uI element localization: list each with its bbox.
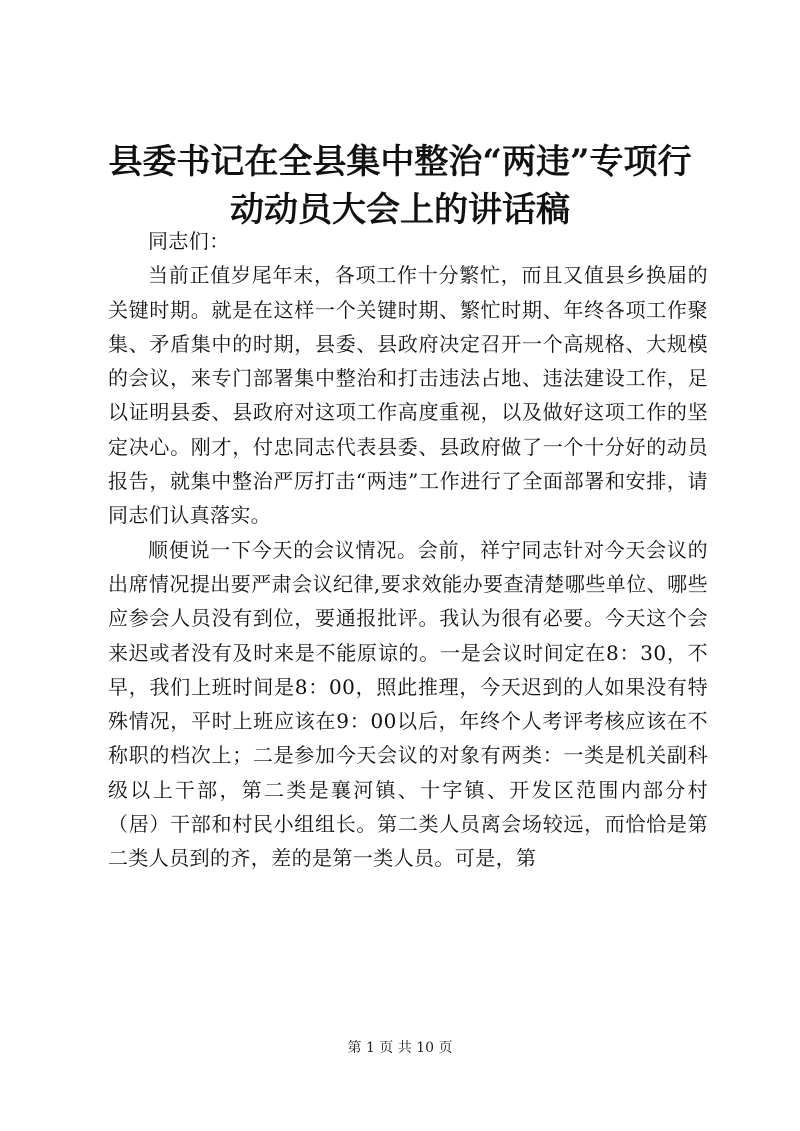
paragraph-1: 当前正值岁尾年末，各项工作十分繁忙，而且又值县乡换届的关键时期。就是在这样一个关键时期、繁忙时期、年终各项工作聚集、矛盾集中的时期，县委、县政府决定召开一个高规格、大规模的会议，来专门部署集中整治和打击违法占地、违法建设工作，足以证明县委、县政府对这项工作高度重视，以及做好这项工作的坚定决心。刚才，付忠同志代表县委、县政府做了一个十分好的动员报告，就集中整治严厉打击“两违”工作进行了全面部署和安排，请同志们认真落实。 bbox=[108, 263, 708, 528]
page-footer: 第 1 页 共 10 页 bbox=[347, 1040, 453, 1056]
document-title: 县委书记在全县集中整治“两违”专项行动动员大会上的讲话稿 bbox=[108, 142, 692, 230]
salutation: 同志们： bbox=[148, 229, 230, 253]
document-body bbox=[108, 224, 708, 876]
paragraph-2: 顺便说一下今天的会议情况。会前，祥宁同志针对今天会议的出席情况提出要严肃会议纪律,要求效能办要查清楚哪些单位、哪些应参会人员没有到位，要通报批评。我认为很有必要。今天这个会来迟或者没有及时来是不能原谅的。一是会议时间定在8：30，不早，我们上班时间是8：00，照此推理，今天迟到的人如果没有特殊情况，平时上班应该在9：00以后，年终个人考评考核应该在不称职的档次上；二是参加今天会议的对象有两类：一类是机关副科级以上干部，第二类是襄河镇、十字镇、开发区范围内部分村（居）干部和村民小组组长。第二类人员离会场较远，而恰恰是第二类人员到的齐，差的是第一类人员。可是，第 bbox=[108, 537, 708, 871]
